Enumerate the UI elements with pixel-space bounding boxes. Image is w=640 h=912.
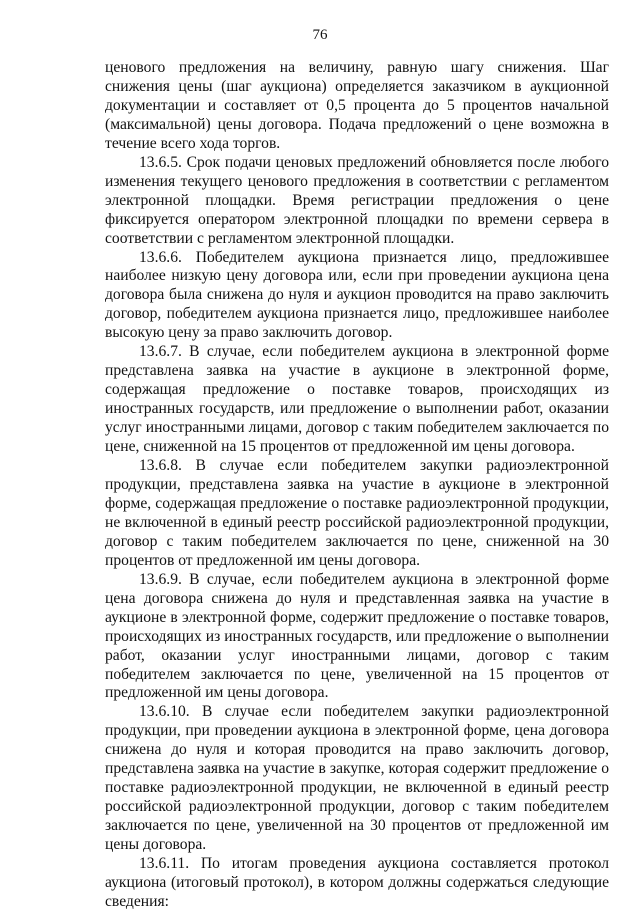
paragraph-continuation: ценового предложения на величину, равную шагу снижения. Шаг снижения цены (шаг аукциона) определяется заказчиком в аукционной документации и составляет от 0,5 процента до 5 процентов начальной (максимальной) цены договора. Подача предложений о цене возможна в течение всего хода торгов. xyxy=(105,59,609,152)
paragraph-13-6-9: 13.6.9. В случае, если победителем аукциона в электронной форме цена договора снижена до нуля и представленная заявка на участие в аукционе в электронной форме, содержит предложение о поставке товаров, происходящих из иностранных государств, или предложение о выполнении работ, оказании услуг иностранными лицами, договор с таким победителем заключается по цене, увеличенной на 15 процентов от предложенной им цены договора. xyxy=(105,570,609,702)
paragraph-13-6-5: 13.6.5. Срок подачи ценовых предложений обновляется после любого изменения текущего ценового предложения в соответствии с регламентом электронной площадки. Время регистрации предложения о цене фиксируется оператором электронной площадки по времени сервера в соответствии с регламентом электронной площадки. xyxy=(105,153,609,247)
page-number: 76 xyxy=(312,27,328,43)
paragraph-13-6-7: 13.6.7. В случае, если победителем аукциона в электронной форме представлена заявка на участие в аукционе в электронной форме, содержащая предложение о поставке товаров, происходящих из иностранных государств, или предложение о выполнении работ, оказании услуг иностранными лицами, договор с таким победителем заключается по цене, сниженной на 15 процентов от предложенной им цены договора. xyxy=(105,343,609,456)
paragraph-13-6-6: 13.6.6. Победителем аукциона признается лицо, предложившее наиболее низкую цену договора или, если при проведении аукциона цена договора была снижена до нуля и аукцион проводится на право заключить договор, победителем аукциона признается лицо, предложившее наиболее высокую цену за право заключить договор. xyxy=(105,248,609,342)
paragraph-13-6-8: 13.6.8. В случае если победителем закупки радиоэлектронной продукции, представлена заявка на участие в аукционе в электронной форме, содержащая предложение о поставке радиоэлектронной продукции, не включенной в единый реестр российской радиоэлектронной продукции, договор с таким победителем заключается по цене, сниженной на 30 процентов от предложенной им цены договора. xyxy=(105,457,609,569)
paragraph-13-6-11: 13.6.11. По итогам проведения аукциона составляется протокол аукциона (итоговый протокол), в котором должны содержаться следующие сведения: xyxy=(105,855,609,910)
document-body xyxy=(105,59,609,912)
paragraph-13-6-10: 13.6.10. В случае если победителем закупки радиоэлектронной продукции, при проведении аукциона в электронной форме, цена договора снижена до нуля и которая проводится на право заключить договор, представлена заявка на участие в закупке, которая содержит предложение о поставке радиоэлектронной продукции, не включенной в единый реестр российской радиоэлектронной продукции, договор с таким победителем заключается по цене, увеличенной на 30 процентов от предложенной им цены договора. xyxy=(105,703,609,854)
